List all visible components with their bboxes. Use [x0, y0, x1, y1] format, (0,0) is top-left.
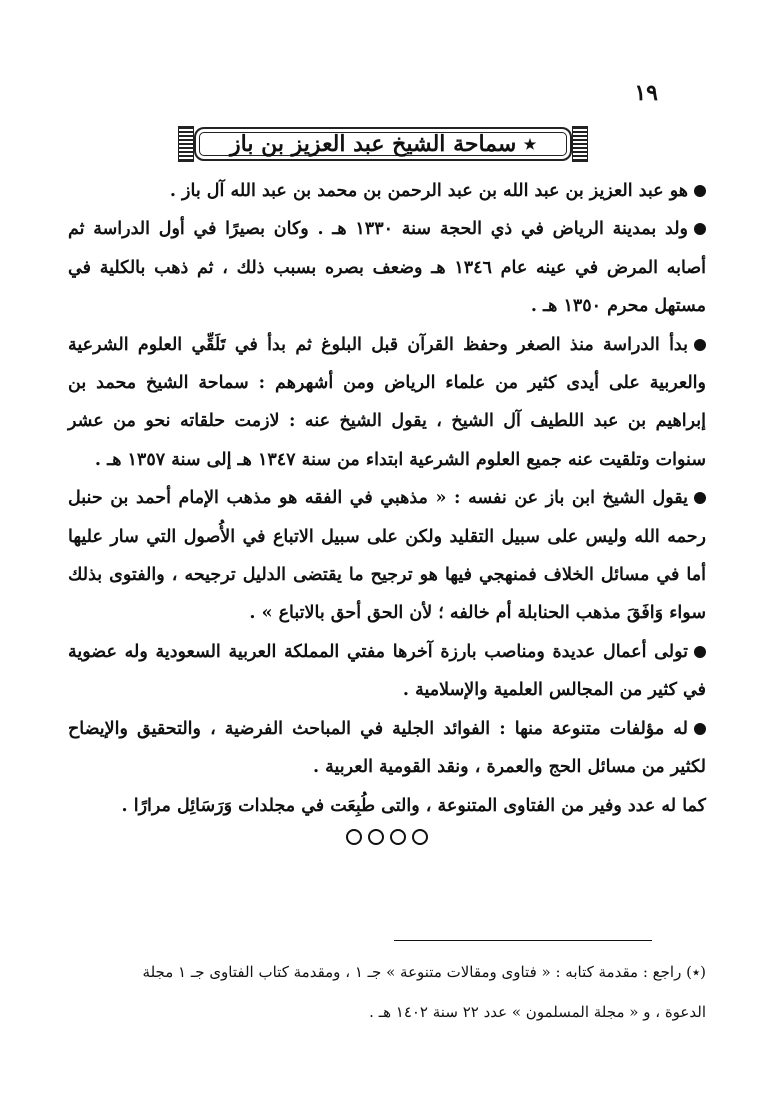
bullet-icon [694, 185, 706, 197]
paragraph-text: ولد بمدينة الرياض في ذي الحجة سنة ١٣٣٠ هـ . وكان بصيرًا في أول الدراسة ثم أصابه المرض في عينه عام ١٣٤٦ هـ وضعف بصره بسبب ذلك ، ثم ذهب بالكلية في مستهل محرم ١٣٥٠ هـ . [68, 219, 707, 317]
page-number: ١٩ [634, 80, 658, 106]
paragraph-text: تولى أعمال عديدة ومناصب بارزة آخرها مفتي المملكة العربية السعودية وله عضوية في كثير من المجالس العلمية والإسلامية . [68, 641, 706, 701]
closing-paragraph: كما له عدد وفير من الفتاوى المتنوعة ، والتى طُبِعَت في مجلدات وَرَسَائِل مرارًا . [121, 795, 706, 816]
paragraph-text: يقول الشيخ ابن باز عن نفسه : « مذهبي في الفقه هو مذهب الإمام أحمد بن حنبل رحمه الله وليس على سبيل التقليد ولكن على سبيل الاتباع في الأُصول التي سار عليها أما في مسائل الخلاف فمنهجي فيها هو ترجيح ما يقتضى الدليل ترجيحه ، والفتوى بذلك سواء وَافَقَ مذهب الحنابلة أم خالفه ؛ لأن الحق أحق بالاتباع » . [68, 488, 706, 624]
paragraph-text: له مؤلفات متنوعة منها : الفوائد الجلية في المباحث الفرضية ، والتحقيق والإيضاح لكثير من مسائل الحج والعمرة ، ونقد القومية العربية . [68, 718, 706, 778]
bullet-icon [694, 492, 706, 504]
paragraph [68, 326, 706, 480]
section-title: ٭ سماحة الشيخ عبد العزيز بن باز [230, 131, 536, 157]
title-ornament-left [178, 126, 194, 162]
ring-icon [368, 829, 384, 845]
bullet-icon [694, 646, 706, 658]
footnote-divider [394, 940, 652, 941]
bullet-icon [694, 723, 706, 735]
footnote-line: (٭) راجع : مقدمة كتابه : « فتاوى ومقالات متنوعة » جـ ١ ، ومقدمة كتاب الفتاوى جـ ١ مجلة [142, 963, 706, 981]
ring-icon [346, 829, 362, 845]
paragraph [68, 479, 706, 633]
title-ornament-right [572, 126, 588, 162]
ring-icon [412, 829, 428, 845]
paragraph [68, 633, 706, 710]
section-title-frame [178, 124, 588, 164]
bullet-icon [694, 223, 706, 235]
footnote [68, 952, 706, 1032]
paragraph [68, 172, 706, 210]
paragraph [68, 210, 706, 325]
ring-icon [390, 829, 406, 845]
section-end-ornament [68, 829, 706, 845]
biography-body [68, 172, 706, 845]
bullet-icon [694, 339, 706, 351]
paragraph-text: بدأ الدراسة منذ الصغر وحفظ القرآن قبل البلوغ ثم بدأ في تَلَقِّي العلوم الشرعية والعربية على أيدى كثير من علماء الرياض ومن أشهرهم : سماحة الشيخ محمد بن إبراهيم بن عبد اللطيف آل الشيخ ، يقول الشيخ عنه : لازمت حلقاته نحو من عشر سنوات وتلقيت عنه جميع العلوم الشرعية ابتداء من سنة ١٣٤٧ هـ إلى سنة ١٣٥٧ هـ . [68, 334, 706, 470]
paragraph-text: هو عبد العزيز بن عبد الله بن عبد الرحمن بن محمد بن عبد الله آل باز . [169, 181, 688, 201]
footnote-line: الدعوة ، و « مجلة المسلمون » عدد ٢٢ سنة ١٤٠٢ هـ . [369, 1003, 706, 1021]
paragraph [68, 710, 706, 787]
